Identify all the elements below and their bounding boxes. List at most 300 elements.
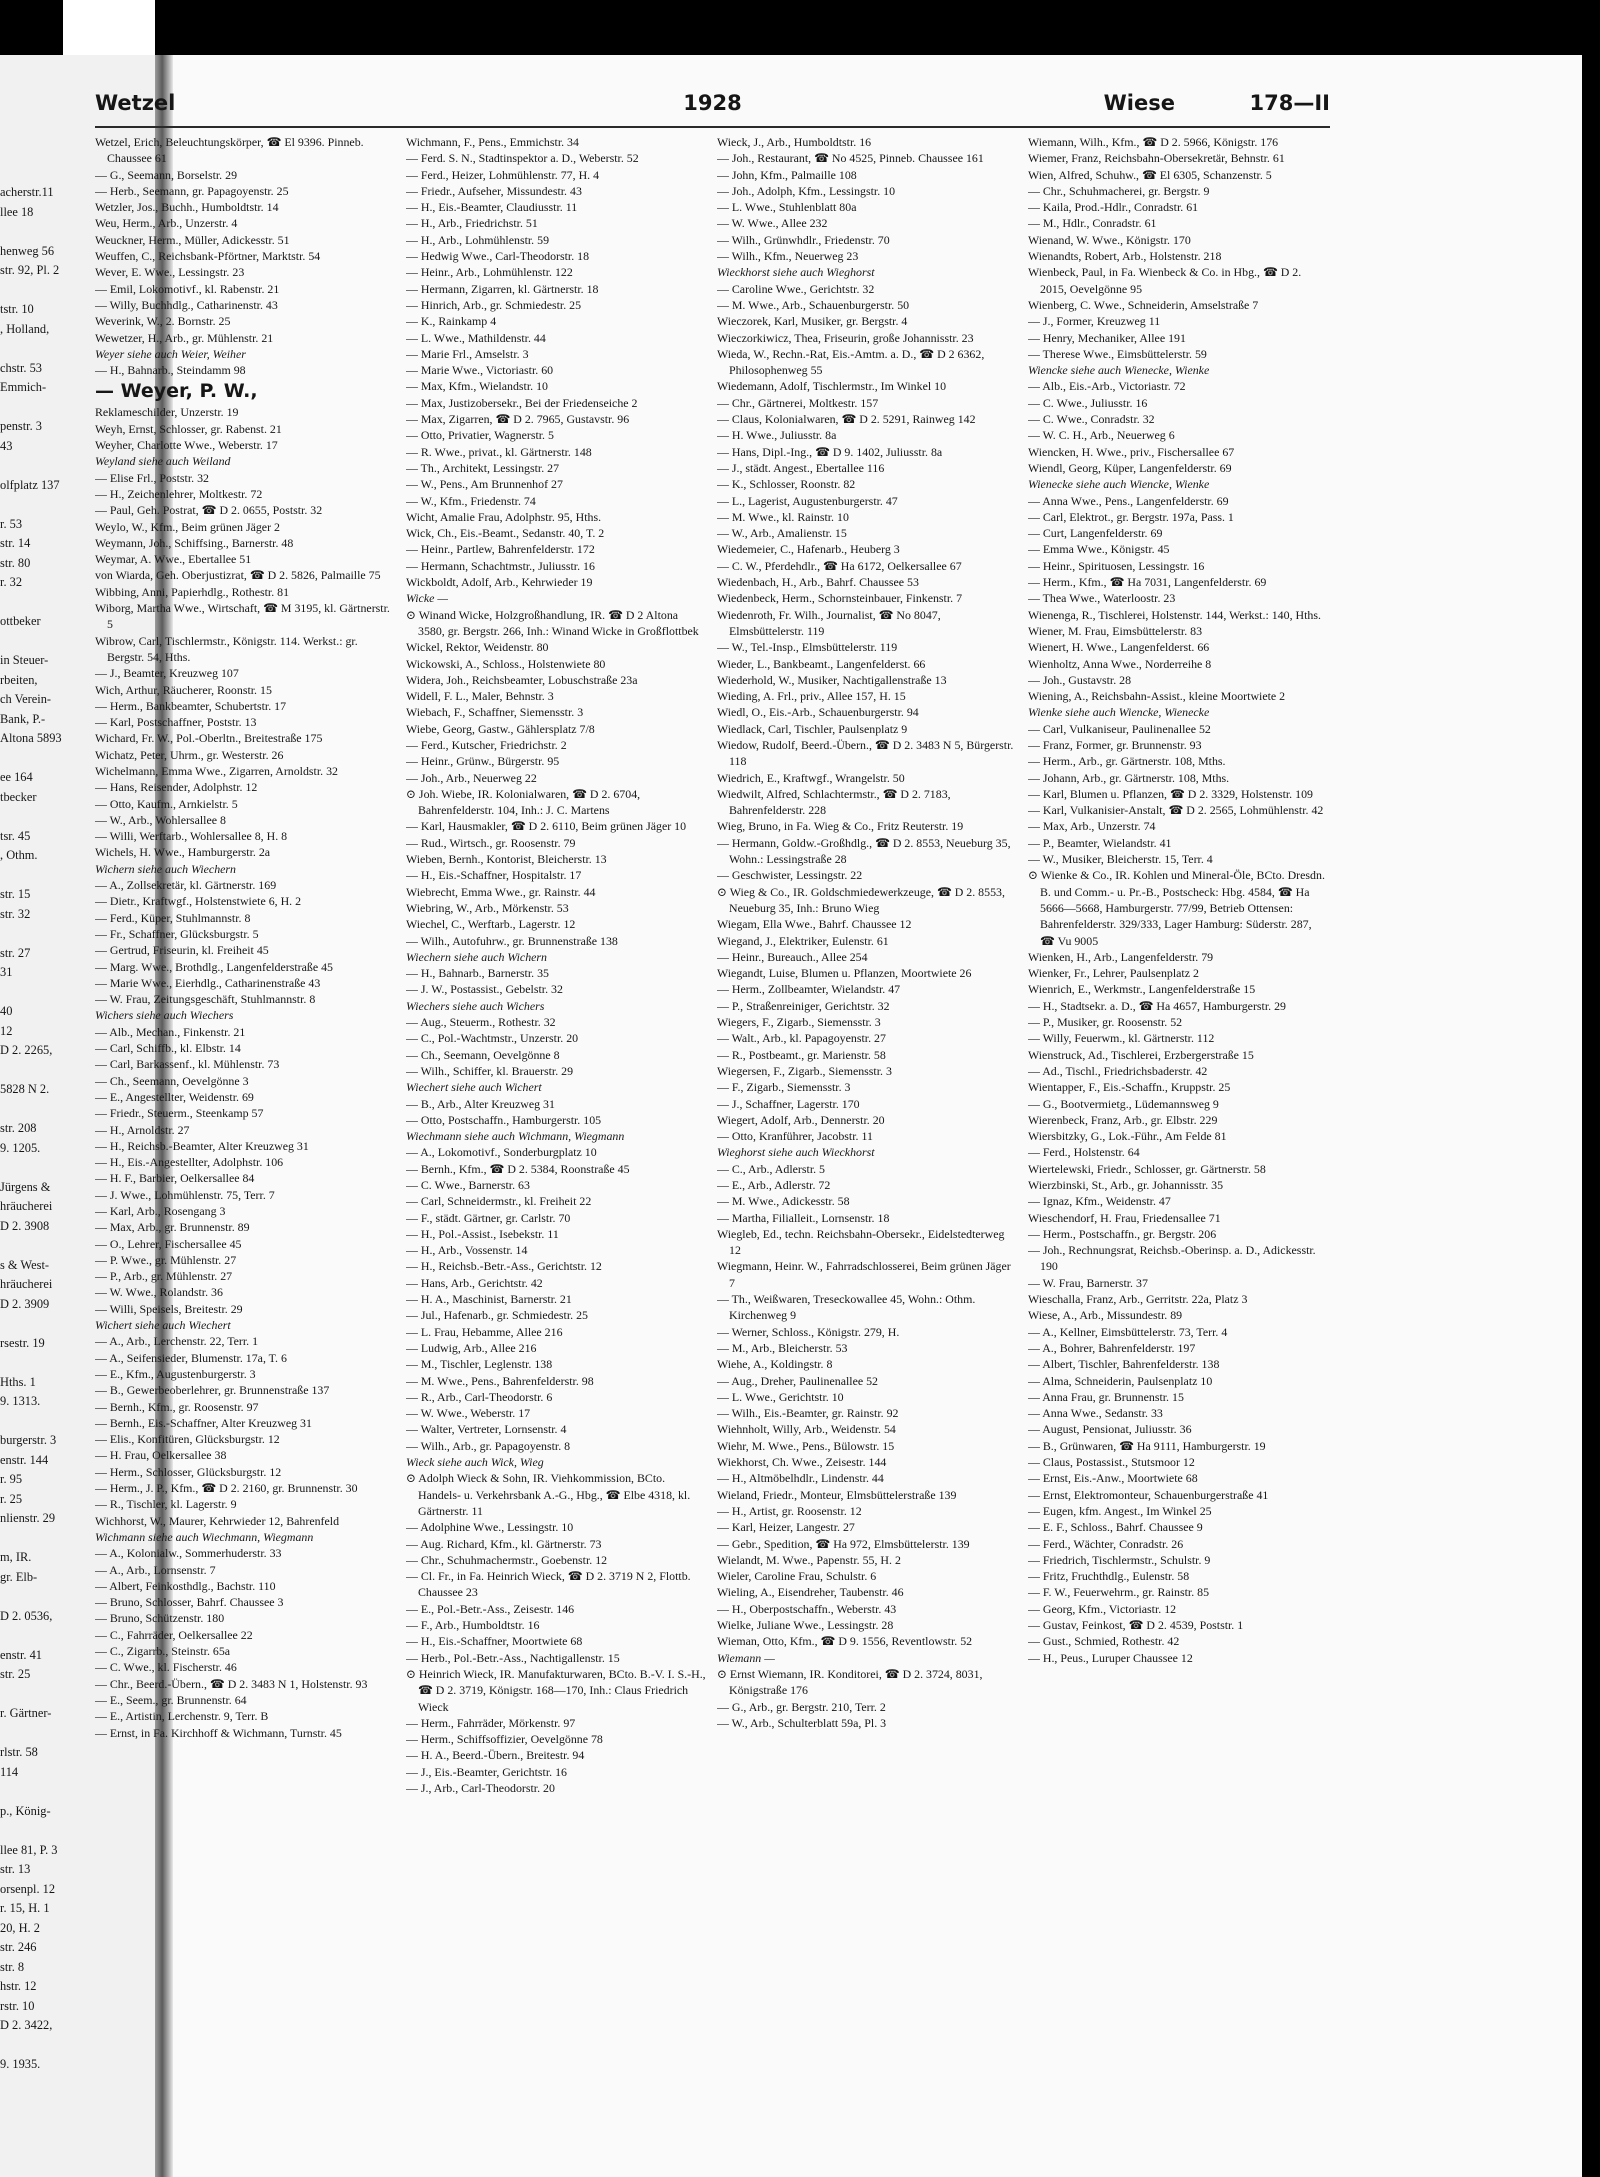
cross-reference-entry: Wienke siehe auch Wiencke, Wienecke bbox=[1028, 705, 1210, 720]
directory-entry: — Max, Justizobersekr., Bei der Friedenseiche 2 bbox=[406, 395, 638, 410]
directory-entry: — Alma, Schneiderin, Paulsenplatz 10 bbox=[1028, 1373, 1213, 1388]
previous-page-fragment: henweg 56 bbox=[0, 243, 55, 258]
directory-entry: ⊙ Ernst Wiemann, IR. Konditorei, ☎ D 2. 3724, 8031, Königstraße 176 bbox=[717, 1666, 983, 1698]
directory-entry: Wiedrich, E., Kraftwgf., Wrangelstr. 50 bbox=[717, 770, 905, 785]
previous-page-fragment: str. 32 bbox=[0, 906, 31, 921]
previous-page-fragment: hstr. 12 bbox=[0, 1979, 37, 1993]
directory-entry: — H., Zeichenlehrer, Moltkestr. 72 bbox=[95, 486, 263, 501]
directory-entry: — L. Frau, Hebamme, Allee 216 bbox=[406, 1324, 563, 1339]
directory-entry: Wibbing, Anni, Papierhdlg., Rothestr. 81 bbox=[95, 584, 290, 599]
directory-entry: — H., Stadtsekr. a. D., ☎ Ha 4657, Hamburgerstr. 29 bbox=[1028, 998, 1286, 1013]
directory-entry: — Herm., Arb., gr. Gärtnerstr. 108, Mths. bbox=[1028, 754, 1226, 769]
directory-entry: — J., städt. Angest., Ebertallee 116 bbox=[717, 460, 885, 475]
directory-entry: — J., Schaffner, Lagerstr. 170 bbox=[717, 1096, 860, 1111]
directory-entry: Wiese, A., Arb., Missundestr. 89 bbox=[1028, 1308, 1183, 1323]
cross-reference-entry: Wiechers siehe auch Wichers bbox=[406, 998, 545, 1013]
directory-entry: — Wilh., Eis.-Beamter, gr. Rainstr. 92 bbox=[717, 1406, 899, 1421]
directory-entry: Reklameschilder, Unzerstr. 19 bbox=[95, 405, 239, 420]
previous-page-fragment: 5828 N 2. bbox=[0, 1082, 50, 1096]
directory-entry: — Walter, Vertreter, Lornsenstr. 4 bbox=[406, 1422, 567, 1437]
directory-entry: — Wilh., Grünwhdlr., Friedenstr. 70 bbox=[717, 232, 890, 247]
directory-entry: — Herm., J. P., Kfm., ☎ D 2. 2160, gr. Brunnenstr. 30 bbox=[95, 1481, 358, 1496]
directory-entry: — Ferd., Holstenstr. 64 bbox=[1028, 1145, 1140, 1160]
directory-entry: Wiborg, Martha Wwe., Wirtschaft, ☎ M 3195, kl. Gärtnerstr. 5 bbox=[95, 601, 390, 632]
directory-entry: — Herm., Zollbeamter, Wielandstr. 47 bbox=[717, 982, 901, 997]
directory-entry: Wiedenroth, Fr. Wilh., Journalist, ☎ No 8047, Elmsbüttelerstr. 119 bbox=[717, 607, 941, 638]
directory-entry: — Weyer, P. W., bbox=[95, 380, 258, 403]
directory-entry: — W., Arb., Wohlersallee 8 bbox=[95, 812, 226, 827]
directory-entry: — Claus, Postassist., Stutsmoor 12 bbox=[1028, 1455, 1195, 1470]
directory-entry: — Ferd. S. N., Stadtinspektor a. D., Weberstr. 52 bbox=[406, 151, 639, 166]
previous-page-fragment: rstr. 10 bbox=[0, 1998, 35, 2013]
directory-entry: — Friedr., Aufseher, Missundestr. 43 bbox=[406, 183, 582, 198]
directory-entry: Wienstruck, Ad., Tischlerei, Erzbergerstraße 15 bbox=[1028, 1047, 1254, 1062]
directory-column-1 bbox=[95, 134, 395, 1964]
directory-entry: — Max, Arb., gr. Brunnenstr. 89 bbox=[95, 1220, 250, 1235]
directory-entry: Wiencken, H. Wwe., priv., Fischersallee 67 bbox=[1028, 444, 1235, 459]
directory-entry: — C. W., Pferdehdlr., ☎ Ha 6172, Oelkersallee 67 bbox=[717, 558, 962, 573]
previous-page-fragment: tsr. 45 bbox=[0, 828, 31, 843]
directory-entry: Wichels, H. Wwe., Hamburgerstr. 2a bbox=[95, 845, 271, 860]
cross-reference-entry: Wichers siehe auch Wiechers bbox=[95, 1008, 234, 1023]
directory-entry: — C. Wwe., Juliusstr. 16 bbox=[1028, 395, 1148, 410]
directory-entry: — Anna Wwe., Sedanstr. 33 bbox=[1028, 1406, 1163, 1421]
directory-entry: — Albert, Tischler, Bahrenfelderstr. 138 bbox=[1028, 1357, 1220, 1372]
directory-entry: — Carl, Barkassenf., kl. Mühlenstr. 73 bbox=[95, 1057, 280, 1072]
directory-entry: — Herb., Pol.-Betr.-Ass., Nachtigallenstr. 15 bbox=[406, 1650, 620, 1665]
directory-entry: — W. Wwe., Weberstr. 17 bbox=[406, 1406, 531, 1421]
directory-entry: — Ch., Seemann, Oevelgönne 3 bbox=[95, 1073, 249, 1088]
directory-entry: — Herb., Seemann, gr. Papagoyenstr. 25 bbox=[95, 183, 289, 198]
directory-entry: — Chr., Beerd.-Übern., ☎ D 2. 3483 N 1, Holstenstr. 93 bbox=[95, 1676, 368, 1691]
directory-entry: — W. Wwe., Allee 232 bbox=[717, 216, 828, 231]
cross-reference-entry: Wiechert siehe auch Wichert bbox=[406, 1080, 542, 1095]
directory-entry: — Wilh., Autofuhrw., gr. Brunnenstraße 138 bbox=[406, 933, 618, 948]
directory-entry: — A., Kolonialw., Sommerhuderstr. 33 bbox=[95, 1546, 282, 1561]
previous-page-fragment: nlienstr. 29 bbox=[0, 1511, 56, 1525]
previous-page-fragment: olfplatz 137 bbox=[0, 477, 60, 492]
directory-entry: Wieder, L., Bankbeamt., Langenfelderst. 66 bbox=[717, 656, 926, 671]
directory-entry: — E., Pol.-Betr.-Ass., Zeisestr. 146 bbox=[406, 1601, 575, 1616]
directory-entry: — A., Bohrer, Bahrenfelderstr. 197 bbox=[1028, 1340, 1196, 1355]
directory-entry: — E. F., Schloss., Bahrf. Chaussee 9 bbox=[1028, 1520, 1203, 1535]
previous-page-fragment: 20, H. 2 bbox=[0, 1920, 40, 1935]
directory-entry: Wichelmann, Emma Wwe., Zigarren, Arnoldstr. 32 bbox=[95, 763, 338, 778]
directory-entry: — H., Bahnarb., Steindamm 98 bbox=[95, 363, 246, 378]
previous-page-fragment: r. 25 bbox=[0, 1491, 23, 1506]
directory-entry: — P., Musiker, gr. Roosenstr. 52 bbox=[1028, 1015, 1183, 1030]
directory-entry: — P., Arb., gr. Mühlenstr. 27 bbox=[95, 1269, 233, 1284]
previous-page-fragment: 9. 1935. bbox=[0, 2057, 41, 2071]
previous-page-fragment bbox=[0, 2036, 152, 2056]
directory-entry: Weverink, W., 2. Bornstr. 25 bbox=[95, 314, 231, 329]
cross-reference-entry: Wichern siehe auch Wiechern bbox=[95, 861, 236, 876]
directory-entry: — E., Artistin, Lerchenstr. 9, Terr. B bbox=[95, 1709, 269, 1724]
directory-entry: Wiebe, Georg, Gastw., Gählersplatz 7/8 bbox=[406, 721, 595, 736]
directory-entry: — W., Arb., Amalienstr. 15 bbox=[717, 526, 847, 541]
directory-entry: Wieczorkiwicz, Thea, Friseurin, große Johannisstr. 23 bbox=[717, 330, 974, 345]
directory-entry: — Chr., Schuhmacherei, gr. Bergstr. 9 bbox=[1028, 183, 1210, 198]
cross-reference-entry: Wichmann siehe auch Wiechmann, Wiegmann bbox=[95, 1529, 314, 1544]
directory-entry: Wientapper, F., Eis.-Schaffn., Kruppstr. 25 bbox=[1028, 1080, 1231, 1095]
previous-page-fragment: llee 81, P. 3 bbox=[0, 1842, 58, 1857]
directory-entry: — G., Arb., gr. Bergstr. 210, Terr. 2 bbox=[717, 1699, 886, 1714]
directory-entry: Wieck, J., Arb., Humboldtstr. 16 bbox=[717, 135, 872, 149]
directory-entry: — Willi, Speisels, Breitestr. 29 bbox=[95, 1301, 243, 1316]
previous-page-fragment: 12 bbox=[0, 1023, 13, 1038]
directory-entry: Weymar, A. Wwe., Ebertallee 51 bbox=[95, 552, 252, 567]
directory-entry: — Otto, Kranführer, Jacobstr. 11 bbox=[717, 1129, 873, 1144]
header-last-name: Wiese bbox=[1103, 91, 1175, 115]
directory-entry: Wickowski, A., Schloss., Holstenwiete 80 bbox=[406, 656, 606, 671]
directory-entry: — Max, Kfm., Wielandstr. 10 bbox=[406, 379, 548, 394]
previous-page-fragment: str. 80 bbox=[0, 555, 31, 570]
previous-page-fragment: str. 15 bbox=[0, 887, 31, 901]
directory-entry: — C., Fahrräder, Oelkersallee 22 bbox=[95, 1627, 253, 1642]
directory-entry: — A., Kellner, Eimsbüttelerstr. 73, Terr. 4 bbox=[1028, 1324, 1228, 1339]
previous-page-fragment: str. 208 bbox=[0, 1121, 37, 1135]
directory-entry: — Rud., Wirtsch., gr. Roosenstr. 79 bbox=[406, 835, 576, 850]
directory-entry: — Marg. Wwe., Brothdlg., Langenfelderstraße 45 bbox=[95, 959, 333, 974]
directory-entry: Wieg, Bruno, in Fa. Wieg & Co., Fritz Reuterstr. 19 bbox=[717, 819, 964, 834]
directory-entry: — M. Wwe., kl. Rainstr. 10 bbox=[717, 509, 849, 524]
directory-entry: — Alb., Mechan., Finkenstr. 21 bbox=[95, 1024, 246, 1039]
directory-entry: — Otto, Kaufm., Arnkielstr. 5 bbox=[95, 796, 238, 811]
directory-entry: — B., Grünwaren, ☎ Ha 9111, Hamburgerstr. 19 bbox=[1028, 1438, 1266, 1453]
previous-page-fragment: in Steuer- bbox=[0, 653, 49, 667]
directory-entry: — W., Pens., Am Brunnenhof 27 bbox=[406, 477, 563, 492]
directory-entry: — F., Zigarb., Siemensstr. 3 bbox=[717, 1080, 851, 1095]
directory-entry: Weyher, Charlotte Wwe., Weberstr. 17 bbox=[95, 438, 278, 453]
previous-page-fragment: tstr. 10 bbox=[0, 302, 34, 316]
directory-entry: — W. Frau, Barnerstr. 37 bbox=[1028, 1275, 1148, 1290]
directory-entry: — Willy, Buchhdlg., Catharinenstr. 43 bbox=[95, 297, 278, 312]
header-rule bbox=[95, 126, 1330, 128]
directory-entry: — Herm., Bankbeamter, Schubertstr. 17 bbox=[95, 698, 287, 713]
directory-entry: — P. Wwe., gr. Mühlenstr. 27 bbox=[95, 1252, 237, 1267]
directory-entry: — W., Tel.-Insp., Elmsbüttelerstr. 119 bbox=[717, 640, 898, 655]
directory-entry: — Ernst, in Fa. Kirchhoff & Wichmann, Turnstr. 45 bbox=[95, 1725, 342, 1740]
directory-entry: — L. Wwe., Stuhlenblatt 80a bbox=[717, 200, 857, 215]
directory-entry: Wiegand, J., Elektriker, Eulenstr. 61 bbox=[717, 933, 889, 948]
directory-entry: — Marie Wwe., Eierhdlg., Catharinenstraße 43 bbox=[95, 975, 321, 990]
directory-entry: — H., Oberpostschaffn., Weberstr. 43 bbox=[717, 1601, 897, 1616]
previous-page-fragment: chstr. 53 bbox=[0, 360, 42, 375]
directory-entry: Wienrich, E., Werkmstr., Langenfelderstraße 15 bbox=[1028, 982, 1256, 997]
directory-entry: — Friedr., Steuerm., Steenkamp 57 bbox=[95, 1106, 264, 1121]
directory-entry: — Wilh., Kfm., Neuerweg 23 bbox=[717, 249, 859, 264]
directory-entry: — Gertrud, Friseurin, kl. Freiheit 45 bbox=[95, 943, 269, 958]
directory-entry: — Gust., Schmied, Rothestr. 42 bbox=[1028, 1634, 1180, 1649]
previous-page-fragment: str. 27 bbox=[0, 945, 31, 960]
directory-entry: — H., Eis.-Beamter, Claudiusstr. 11 bbox=[406, 200, 578, 215]
directory-entry: — Chr., Gärtnerei, Moltkestr. 157 bbox=[717, 395, 879, 410]
directory-entry: — Joh., Gustavstr. 28 bbox=[1028, 672, 1132, 687]
directory-entry: — M., Tischler, Leglenstr. 138 bbox=[406, 1357, 553, 1372]
directory-entry: — Hans, Dipl.-Ing., ☎ D 9. 1402, Juliusstr. 8a bbox=[717, 444, 943, 459]
directory-entry: — H., Eis.-Schaffner, Moortwiete 68 bbox=[406, 1634, 583, 1649]
directory-entry: — Marie Frl., Amselstr. 3 bbox=[406, 346, 529, 361]
previous-page-fragment: r. 32 bbox=[0, 575, 23, 589]
directory-entry: — Otto, Privatier, Wagnerstr. 5 bbox=[406, 428, 554, 443]
directory-entry: — Bernh., Kfm., ☎ D 2. 5384, Roonstraße 45 bbox=[406, 1161, 630, 1176]
directory-entry: — H., Artist, gr. Roosenstr. 12 bbox=[717, 1503, 862, 1518]
directory-entry: Wieland, Friedr., Monteur, Elmsbüttelerstraße 139 bbox=[717, 1487, 957, 1502]
directory-entry: — Ferd., Küper, Stuhlmannstr. 8 bbox=[95, 910, 251, 925]
directory-entry: — Henry, Mechaniker, Allee 191 bbox=[1028, 330, 1186, 345]
directory-entry: — J. W., Postassist., Gebelstr. 32 bbox=[406, 982, 563, 997]
directory-entry: — L., Lagerist, Augustenburgerstr. 47 bbox=[717, 493, 898, 508]
directory-entry: — Dietr., Kraftwgf., Holstenstwiete 6, H. 2 bbox=[95, 894, 302, 909]
directory-entry: — L. Wwe., Gerichtstr. 10 bbox=[717, 1389, 844, 1404]
page-header bbox=[95, 91, 1330, 131]
directory-entry: — Herm., Kfm., ☎ Ha 7031, Langenfelderstr. 69 bbox=[1028, 575, 1267, 590]
directory-entry: — Wilh., Schiffer, kl. Brauerstr. 29 bbox=[406, 1063, 574, 1078]
directory-entry: — Joh., Restaurant, ☎ No 4525, Pinneb. Chaussee 161 bbox=[717, 151, 984, 166]
directory-entry: — H., Peus., Luruper Chaussee 12 bbox=[1028, 1650, 1193, 1665]
directory-entry: — E., Arb., Adlerstr. 72 bbox=[717, 1178, 831, 1192]
cross-reference-entry: Wieghorst siehe auch Wieckhorst bbox=[717, 1145, 875, 1160]
previous-page-fragment: r. 15, H. 1 bbox=[0, 1901, 50, 1915]
directory-entry: — Hinrich, Arb., gr. Schmiedestr. 25 bbox=[406, 297, 582, 312]
directory-entry: Wielke, Juliane Wwe., Lessingstr. 28 bbox=[717, 1618, 894, 1633]
previous-page-fragment: Bank, P.- bbox=[0, 711, 46, 726]
directory-entry: Wiebach, F., Schaffner, Siemensstr. 3 bbox=[406, 705, 584, 720]
directory-entry: — Fr., Schaffner, Glücksburgstr. 5 bbox=[95, 926, 259, 941]
directory-entry: — Ludwig, Arb., Allee 216 bbox=[406, 1340, 537, 1355]
directory-entry: — Hermann, Goldw.-Großhdlg., ☎ D 2. 8553, Neueburg 35, Wohn.: Lessingstraße 28 bbox=[717, 835, 1011, 867]
directory-entry: — H. Wwe., Juliusstr. 8a bbox=[717, 428, 837, 443]
directory-column-2 bbox=[406, 134, 706, 1964]
directory-entry: Weymann, Joh., Schiffsing., Barnerstr. 48 bbox=[95, 535, 294, 550]
cross-reference-entry: Wiechern siehe auch Wichern bbox=[406, 949, 547, 964]
directory-entry: ⊙ Winand Wicke, Holzgroßhandlung, IR. ☎ D 2 Altona 3580, gr. Bergstr. 266, Inh.: Winand Wicke in Großflottbek bbox=[406, 607, 699, 638]
directory-entry: — Hedwig Wwe., Carl-Theodorstr. 18 bbox=[406, 249, 590, 264]
directory-entry: Wiegam, Ella Wwe., Bahrf. Chaussee 12 bbox=[717, 917, 912, 932]
directory-entry: Wieschalla, Franz, Arb., Gerritstr. 22a, Platz 3 bbox=[1028, 1292, 1248, 1307]
directory-entry: — Ferd., Wächter, Conradstr. 26 bbox=[1028, 1536, 1184, 1551]
directory-entry: — H., Eis.-Schaffner, Hospitalstr. 17 bbox=[406, 868, 582, 883]
directory-entry: Wiedenbach, H., Arb., Bahrf. Chaussee 53 bbox=[717, 575, 919, 590]
previous-page-fragment: D 2. 0536, bbox=[0, 1608, 53, 1623]
header-page-number: 178—II bbox=[1249, 91, 1330, 115]
directory-entry: — W., Kfm., Friedenstr. 74 bbox=[406, 493, 536, 508]
directory-entry: — H. A., Maschinist, Barnerstr. 21 bbox=[406, 1292, 572, 1307]
previous-page-fragment: m, IR. bbox=[0, 1550, 32, 1564]
previous-page-fragment: p., König- bbox=[0, 1803, 51, 1818]
directory-entry: Wiedl, O., Eis.-Arb., Schauenburgerstr. 94 bbox=[717, 705, 919, 720]
directory-entry: Widera, Joh., Reichsbeamter, Lobuschstraße 23a bbox=[406, 672, 638, 687]
directory-entry: — A., Arb., Lornsenstr. 7 bbox=[95, 1562, 216, 1577]
directory-entry: Wibrow, Carl, Tischlermstr., Königstr. 114. Werkst.: gr. Bergstr. 54, Hths. bbox=[95, 633, 358, 664]
directory-entry: — F., städt. Gärtner, gr. Carlstr. 70 bbox=[406, 1210, 571, 1225]
directory-entry: — Heinr., Arb., Lohmühlenstr. 122 bbox=[406, 265, 573, 280]
directory-entry: — Hans, Reisender, Adolphstr. 12 bbox=[95, 780, 258, 795]
directory-entry: — Cl. Fr., in Fa. Heinrich Wieck, ☎ D 2. 3719 N 2, Flottb. Chaussee 23 bbox=[406, 1569, 691, 1600]
cross-reference-entry: Wichert siehe auch Wiechert bbox=[95, 1318, 231, 1333]
directory-entry: — H., Altmöbelhdlr., Lindenstr. 44 bbox=[717, 1471, 884, 1486]
directory-entry: — C. Wwe., Barnerstr. 63 bbox=[406, 1178, 530, 1192]
directory-entry: — H., Arnoldstr. 27 bbox=[95, 1122, 190, 1137]
directory-entry: Wiemer, Franz, Reichsbahn-Obersekretär, Behnstr. 61 bbox=[1028, 151, 1285, 166]
directory-entry: Wiegersen, F., Zigarb., Siemensstr. 3 bbox=[717, 1063, 892, 1078]
directory-entry: ⊙ Wienke & Co., IR. Kohlen und Mineral-Öle, BCto. Dresdn. B. und Comm.- u. Pr.-B., Postscheck: Hbg. 4584, ☎ Ha 5666—5668, Hamburgerstr. 77/99, Betrieb Ottensen: Bahrenfelderstr. 329/333, Lager Hamburg: Süderstr. 287, ☎ Vu 9005 bbox=[1028, 868, 1325, 948]
previous-page-fragment: str. 14 bbox=[0, 536, 31, 550]
directory-entry: — B., Arb., Alter Kreuzweg 31 bbox=[406, 1096, 555, 1111]
directory-entry: — Carl, Schneidermstr., kl. Freiheit 22 bbox=[406, 1194, 592, 1209]
directory-entry: — P., Straßenreiniger, Gerichtstr. 32 bbox=[717, 998, 890, 1013]
cross-reference-entry: Wieck siehe auch Wick, Wieg bbox=[406, 1455, 544, 1470]
cross-reference-entry: Weyer siehe auch Weier, Weiher bbox=[95, 346, 246, 361]
directory-entry: — Joh., Rechnungsrat, Reichsb.-Oberinsp. a. D., Adickesstr. 190 bbox=[1028, 1243, 1316, 1274]
directory-entry: — Carl, Vulkaniseur, Paulinenallee 52 bbox=[1028, 721, 1211, 736]
directory-entry: — Marie Wwe., Victoriastr. 60 bbox=[406, 363, 554, 378]
directory-entry: — H., Reichsb.-Betr.-Ass., Gerichtstr. 12 bbox=[406, 1259, 602, 1274]
previous-page-fragment: ee 164 bbox=[0, 770, 33, 784]
directory-entry: — Paul, Geh. Postrat, ☎ D 2. 0655, Poststr. 32 bbox=[95, 503, 323, 518]
directory-entry: — M. Wwe., Arb., Schauenburgerstr. 50 bbox=[717, 297, 910, 312]
directory-entry: — Claus, Kolonialwaren, ☎ D 2. 5291, Rainweg 142 bbox=[717, 412, 976, 427]
directory-entry: Weylo, W., Kfm., Beim grünen Jäger 2 bbox=[95, 519, 280, 534]
directory-entry: — Max, Zigarren, ☎ D 2. 7965, Gustavstr. 96 bbox=[406, 412, 630, 427]
directory-entry: Wichmann, F., Pens., Emmichstr. 34 bbox=[406, 135, 579, 149]
directory-entry: — K., Rainkamp 4 bbox=[406, 314, 497, 329]
directory-entry: Wichatz, Peter, Uhrm., gr. Westerstr. 26 bbox=[95, 747, 284, 762]
directory-entry: — Geschwister, Lessingstr. 22 bbox=[717, 868, 863, 883]
directory-entry: — Ch., Seemann, Oevelgönne 8 bbox=[406, 1047, 560, 1062]
directory-entry: — Ferd., Kutscher, Friedrichstr. 2 bbox=[406, 737, 567, 752]
previous-page-fragment: 114 bbox=[0, 1764, 19, 1779]
previous-page-fragment: r. Gärtner- bbox=[0, 1706, 52, 1720]
directory-entry: — Johann, Arb., gr. Gärtnerstr. 108, Mths. bbox=[1028, 770, 1230, 785]
directory-entry: — M. Wwe., Pens., Bahrenfelderstr. 98 bbox=[406, 1373, 594, 1388]
directory-entry: — Eugen, kfm. Angest., Im Winkel 25 bbox=[1028, 1503, 1212, 1518]
directory-entry: — August, Pensionat, Juliusstr. 36 bbox=[1028, 1422, 1192, 1437]
directory-entry: Wich, Arthur, Räucherer, Roonstr. 15 bbox=[95, 682, 272, 697]
previous-page-fragment: tbecker bbox=[0, 789, 37, 804]
directory-entry: — Aug. Richard, Kfm., kl. Gärtnerstr. 73 bbox=[406, 1536, 602, 1551]
directory-entry: ⊙ Joh. Wiebe, IR. Kolonialwaren, ☎ D 2. 6704, Bahrenfelderstr. 104, Inh.: J. C. Martens bbox=[406, 786, 641, 818]
directory-entry: ⊙ Adolph Wieck & Sohn, IR. Viehkommission, BCto. Handels- u. Verkehrsbank A.-G., Hbg., ☎ Elbe 4318, kl. Gärtnerstr. 11 bbox=[406, 1471, 691, 1518]
directory-entry: — C., Zigarrb., Steinstr. 65a bbox=[95, 1644, 231, 1659]
directory-entry: Wiegers, F., Zigarb., Siemensstr. 3 bbox=[717, 1015, 881, 1030]
previous-page-fragment: rsestr. 19 bbox=[0, 1335, 45, 1350]
directory-entry: Wiederhold, W., Musiker, Nachtigallenstraße 13 bbox=[717, 672, 947, 687]
directory-entry: — Karl, Heizer, Langestr. 27 bbox=[717, 1520, 855, 1535]
directory-entry: — H., Bahnarb., Barnerstr. 35 bbox=[406, 966, 549, 981]
directory-entry: Wieschendorf, H. Frau, Friedensallee 71 bbox=[1028, 1210, 1221, 1225]
directory-entry: Wiehe, A., Koldingstr. 8 bbox=[717, 1357, 833, 1372]
directory-entry: Wiehnholt, Willy, Arb., Weidenstr. 54 bbox=[717, 1422, 896, 1437]
directory-entry: Wielandt, M. Wwe., Papenstr. 55, H. 2 bbox=[717, 1552, 901, 1567]
directory-entry: — Walt., Arb., kl. Papagoyenstr. 27 bbox=[717, 1031, 886, 1046]
directory-entry: Wiedemann, Adolf, Tischlermstr., Im Winkel 10 bbox=[717, 379, 947, 394]
directory-entry: Wichard, Fr. W., Pol.-Oberltn., Breitestraße 175 bbox=[95, 731, 323, 746]
directory-entry: — F. W., Feuerwehrm., gr. Rainstr. 85 bbox=[1028, 1585, 1210, 1600]
directory-entry: Wiedemeier, C., Hafenarb., Heuberg 3 bbox=[717, 542, 900, 557]
directory-entry: — Karl, Arb., Rosengang 3 bbox=[95, 1204, 226, 1218]
directory-entry: — W., Arb., Schulterblatt 59a, Pl. 3 bbox=[717, 1715, 887, 1730]
previous-page-fragment: enstr. 41 bbox=[0, 1647, 42, 1662]
directory-entry: Wiebring, W., Arb., Mörkenstr. 53 bbox=[406, 900, 569, 915]
directory-entry: Wieman, Otto, Kfm., ☎ D 9. 1556, Reventlowstr. 52 bbox=[717, 1634, 973, 1649]
directory-entry: — J. Wwe., Lohmühlenstr. 75, Terr. 7 bbox=[95, 1187, 275, 1202]
directory-entry: Wieling, A., Eisendreher, Taubenstr. 46 bbox=[717, 1585, 904, 1600]
directory-entry: ⊙ Heinrich Wieck, IR. Manufakturwaren, BCto. B.-V. I. S.-H., ☎ D 2. 3719, Königstr. 168—170, Inh.: Claus Friedrich Wieck bbox=[406, 1666, 706, 1714]
directory-entry: — H. F., Barbier, Oelkersallee 84 bbox=[95, 1171, 255, 1186]
previous-page-fragment: Altona 5893 bbox=[0, 731, 62, 745]
directory-entry: — E., Seem., gr. Brunnenstr. 64 bbox=[95, 1692, 247, 1707]
directory-entry: — H., Arb., Vossenstr. 14 bbox=[406, 1243, 528, 1258]
directory-entry: — Chr., Schuhmachermstr., Goebenstr. 12 bbox=[406, 1552, 608, 1567]
directory-entry: — Herm., Schlosser, Glücksburgstr. 12 bbox=[95, 1464, 282, 1479]
directory-entry: — F., Arb., Humboldtstr. 16 bbox=[406, 1618, 540, 1633]
previous-page-fragment: burgerstr. 3 bbox=[0, 1433, 57, 1447]
previous-page-fragment: hräucherei bbox=[0, 1199, 53, 1213]
directory-entry: Wichhorst, W., Maurer, Kehrwieder 12, Bahrenfeld bbox=[95, 1513, 340, 1528]
directory-entry: — Anna Wwe., Pens., Langenfelderstr. 69 bbox=[1028, 493, 1229, 508]
directory-entry: — Ernst, Elektromonteur, Schauenburgerstraße 41 bbox=[1028, 1487, 1269, 1502]
directory-entry: — Friedrich, Tischlermstr., Schulstr. 9 bbox=[1028, 1552, 1211, 1567]
previous-page-fragment: hräucherei bbox=[0, 1277, 53, 1291]
cross-reference-entry: Wiencke siehe auch Wienecke, Wienke bbox=[1028, 363, 1210, 378]
directory-entry: — G., Bootvermietg., Lüdemannsweg 9 bbox=[1028, 1096, 1219, 1111]
directory-entry: — Gebr., Spedition, ☎ Ha 972, Elmsbüttelerstr. 139 bbox=[717, 1536, 970, 1551]
directory-entry: — Max, Arb., Unzerstr. 74 bbox=[1028, 819, 1156, 834]
directory-entry: Weuckner, Herm., Müller, Adickesstr. 51 bbox=[95, 232, 290, 247]
directory-entry: — C., Arb., Adlerstr. 5 bbox=[717, 1161, 826, 1176]
scan-border-right bbox=[1582, 0, 1600, 2177]
directory-entry: Wierenbeck, Franz, Arb., gr. Elbstr. 229 bbox=[1028, 1112, 1218, 1127]
directory-entry: Wiegandt, Luise, Blumen u. Pflanzen, Moortwiete 26 bbox=[717, 966, 972, 981]
directory-entry: Wiekhorst, Ch. Wwe., Zeisestr. 144 bbox=[717, 1455, 887, 1470]
directory-entry: Wieding, A. Frl., priv., Allee 157, H. 15 bbox=[717, 689, 906, 704]
directory-entry: — Emma Wwe., Königstr. 45 bbox=[1028, 542, 1170, 557]
directory-entry: — J., Arb., Carl-Theodorstr. 20 bbox=[406, 1780, 555, 1795]
directory-entry: Wieler, Caroline Frau, Schulstr. 6 bbox=[717, 1569, 877, 1584]
directory-entry: — Hermann, Schachtmstr., Juliusstr. 16 bbox=[406, 558, 595, 573]
directory-entry: Wieczorek, Karl, Musiker, gr. Bergstr. 4 bbox=[717, 314, 908, 329]
directory-entry: — Karl, Hausmakler, ☎ D 2. 6110, Beim grünen Jäger 10 bbox=[406, 819, 687, 834]
directory-entry: Wiener, M. Frau, Eimsbüttelerstr. 83 bbox=[1028, 623, 1203, 638]
directory-entry: Weyh, Ernst, Schlosser, gr. Rabenst. 21 bbox=[95, 421, 282, 436]
directory-entry: — Thea Wwe., Waterloostr. 23 bbox=[1028, 591, 1176, 606]
directory-column-4 bbox=[1028, 134, 1328, 1964]
directory-entry: — W. C. H., Arb., Neuerweg 6 bbox=[1028, 428, 1175, 443]
directory-entry: — Ad., Tischl., Friedrichsbaderstr. 42 bbox=[1028, 1063, 1208, 1078]
directory-entry: — H., Pol.-Assist., Isebekstr. 11 bbox=[406, 1226, 559, 1241]
directory-entry: — R., Tischler, kl. Lagerstr. 9 bbox=[95, 1497, 237, 1512]
directory-entry: Wickel, Rektor, Weidenstr. 80 bbox=[406, 640, 549, 655]
directory-entry: — J., Beamter, Kreuzweg 107 bbox=[95, 666, 239, 681]
previous-page-fragment: orsenpl. 12 bbox=[0, 1881, 56, 1896]
previous-page-fragment: D 2. 3422, bbox=[0, 2018, 53, 2032]
directory-entry: — H., Arb., Lohmühlenstr. 59 bbox=[406, 232, 550, 247]
directory-entry: — H. A., Beerd.-Übern., Breitestr. 94 bbox=[406, 1748, 585, 1763]
directory-entry: Wiechel, C., Werftarb., Lagerstr. 12 bbox=[406, 917, 576, 932]
directory-entry: Wiegmann, Heinr. W., Fahrradschlosserei, Beim grünen Jäger 7 bbox=[717, 1259, 1011, 1290]
directory-entry: — R., Postbeamt., gr. Marienstr. 58 bbox=[717, 1047, 886, 1062]
previous-page-fragment: D 2. 2265, bbox=[0, 1043, 53, 1057]
previous-page-fragment: str. 8 bbox=[0, 1959, 25, 1974]
directory-entry: — Therese Wwe., Eimsbüttelerstr. 59 bbox=[1028, 346, 1207, 361]
header-year: 1928 bbox=[683, 91, 742, 115]
previous-page-fragment: str. 13 bbox=[0, 1862, 31, 1876]
directory-entry: Wickboldt, Adolf, Arb., Kehrwieder 19 bbox=[406, 575, 593, 590]
directory-entry: — M., Hdlr., Conradstr. 61 bbox=[1028, 216, 1157, 231]
directory-entry: — Jul., Hafenarb., gr. Schmiedestr. 25 bbox=[406, 1308, 588, 1323]
directory-entry: — John, Kfm., Palmaille 108 bbox=[717, 167, 857, 182]
